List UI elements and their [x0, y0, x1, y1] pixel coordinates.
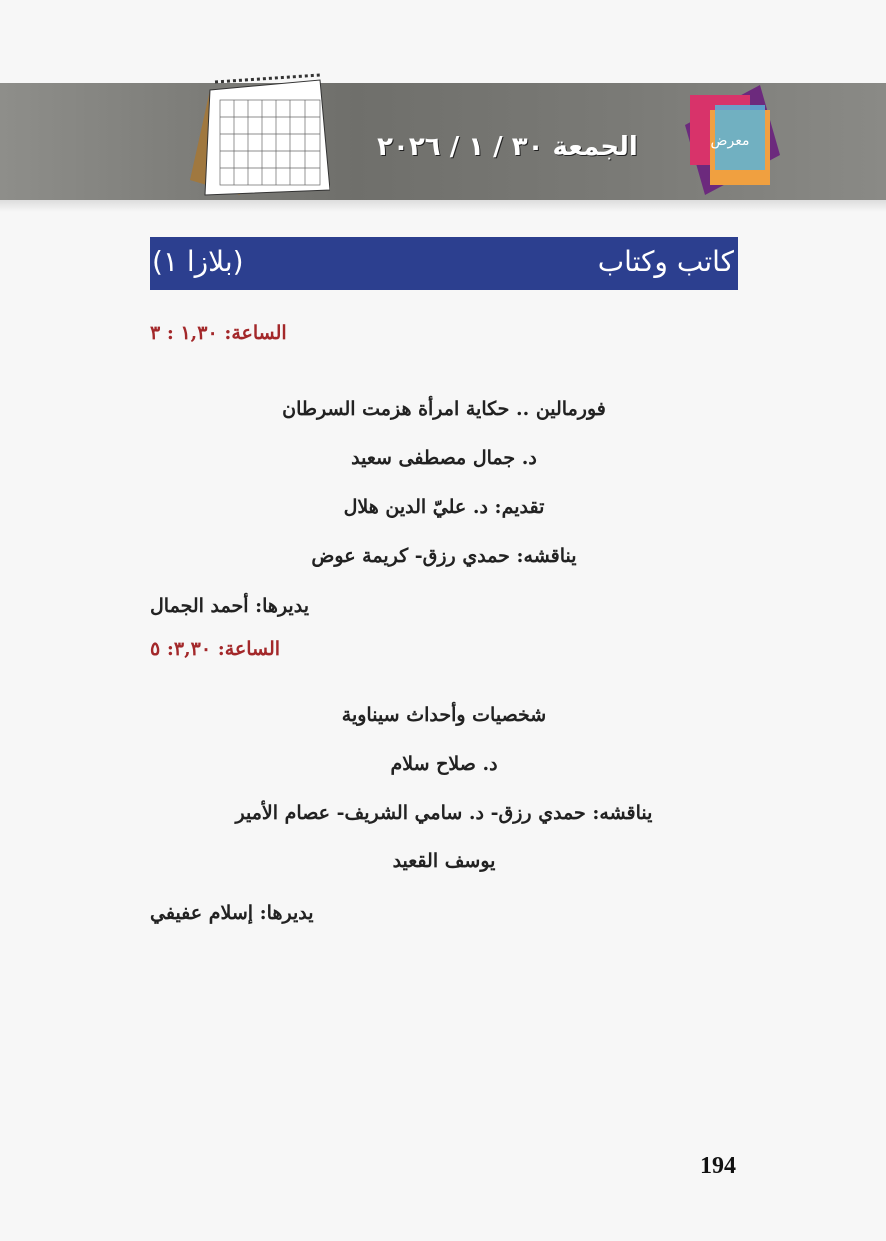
header-shadow: [0, 200, 886, 212]
moderator: يديرها: إسلام عفيفي: [150, 902, 314, 924]
session-time: الساعة: ٣,٣٠: ٥: [150, 638, 281, 660]
section-title-bar: [150, 237, 738, 290]
presenter: تقديم: د. عليّ الدين هلال: [343, 496, 545, 518]
author: د. صلاح سلام: [390, 753, 498, 775]
book-title: فورمالين .. حكاية امرأة هزمت السرطان: [282, 398, 606, 420]
discussants-cont: يوسف القعيد: [392, 850, 496, 872]
svg-text:معرض: معرض: [710, 133, 750, 149]
book-fair-logo: [680, 85, 780, 195]
calendar-icon: [180, 70, 330, 200]
moderator: يديرها: أحمد الجمال: [150, 595, 309, 617]
section-title: كاتب وكتاب: [597, 245, 734, 278]
session-time: الساعة: ١,٣٠ : ٣: [150, 322, 287, 344]
event-date: الجمعة ٣٠ / ١ / ٢٠٢٦: [377, 132, 638, 162]
discussants: يناقشه: حمدي رزق- كريمة عوض: [311, 545, 577, 567]
book-title: شخصيات وأحداث سيناوية: [341, 704, 547, 726]
discussants: يناقشه: حمدي رزق- د. سامي الشريف- عصام الأمير: [235, 802, 653, 824]
section-venue: (بلازا ١): [152, 245, 244, 278]
author: د. جمال مصطفى سعيد: [351, 447, 537, 469]
page-number: 194: [700, 1153, 736, 1179]
